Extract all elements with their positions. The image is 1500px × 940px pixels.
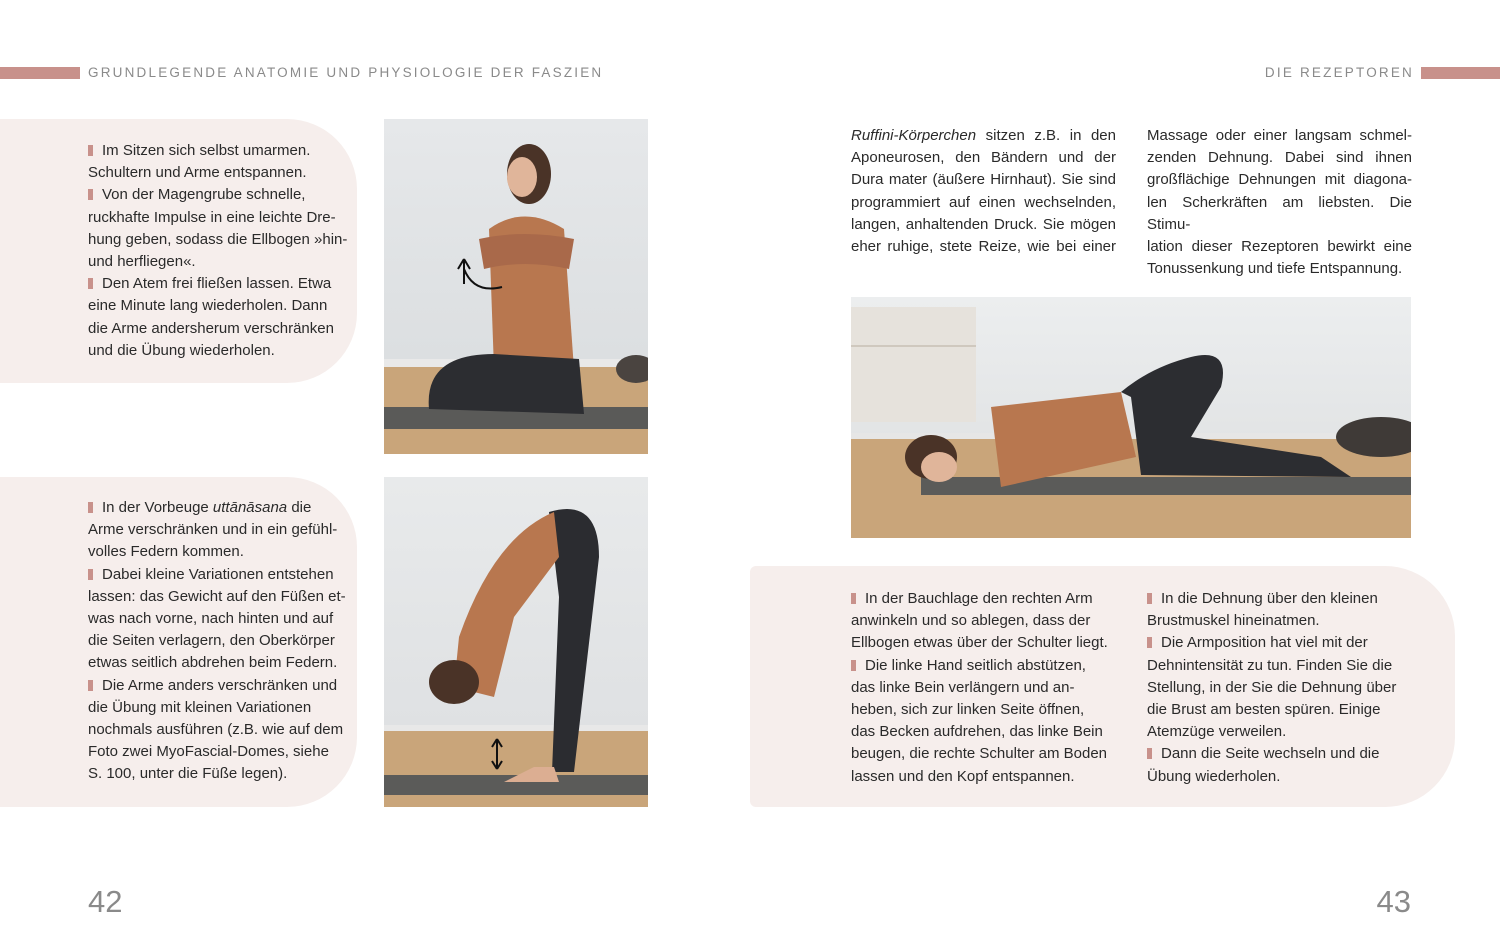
line-text: anwinkeln und so ablegen, dass der — [851, 612, 1091, 630]
line-text: Von der Magengrube schnelle, — [102, 186, 306, 204]
text-block-right-top-col1 — [851, 125, 1116, 258]
text-line — [88, 295, 347, 317]
bullet-line — [1147, 632, 1396, 654]
bullet-marker-icon — [1147, 748, 1152, 759]
text-line — [1147, 236, 1412, 258]
text-line — [1147, 147, 1412, 169]
line-text: S. 100, unter die Füße legen). — [88, 765, 288, 783]
text-line — [88, 519, 346, 541]
line-text: nochmals ausführen (z.B. wie auf dem — [88, 721, 344, 739]
line-text: Dann die Seite wechseln und die — [1161, 745, 1380, 763]
bullet-marker-icon — [88, 145, 93, 156]
text-line — [1147, 610, 1396, 632]
photo-forward-fold — [384, 477, 648, 807]
line-text: zenden Dehnung. Dabei sind ihnen — [1147, 149, 1412, 167]
text-line — [88, 340, 347, 362]
line-text: Den Atem frei fließen lassen. Etwa — [102, 275, 332, 293]
text-line — [851, 677, 1108, 699]
line-text: Übung wiederholen. — [1147, 767, 1281, 785]
text-line — [88, 630, 346, 652]
line-text: In der Bauchlage den rechten Arm — [865, 590, 1093, 607]
text-line — [88, 608, 346, 630]
line-text: Atemzüge verweilen. — [1147, 723, 1287, 741]
text-line — [851, 632, 1108, 654]
line-text: was nach vorne, nach hinten und auf — [88, 610, 334, 628]
text-line — [88, 207, 347, 229]
line-text: die Seiten verlagern, den Oberkörper — [88, 632, 335, 650]
line-text: großflächige Dehnungen mit diagona- — [1147, 171, 1412, 189]
bullet-marker-icon — [88, 502, 93, 513]
text-line — [851, 766, 1108, 788]
line-text: und herfliegen«. — [88, 253, 196, 271]
line-text: eine Minute lang wiederholen. Dann — [88, 297, 328, 315]
line-text: Dehnintensität zu tun. Finden Sie die — [1147, 656, 1393, 674]
line-text: beugen, die rechte Schulter am Boden — [851, 745, 1108, 763]
text-block-right-bottom-col2 — [1147, 588, 1396, 788]
line-text: das Becken aufdrehen, das linke Bein — [851, 723, 1103, 741]
photo-kneeling-self-hug — [384, 119, 648, 454]
text-line — [1147, 258, 1412, 280]
text-line — [88, 541, 346, 563]
text-line — [88, 251, 347, 273]
photo-illustration — [384, 477, 648, 807]
line-text: Die Armposition hat viel mit der — [1161, 634, 1368, 652]
line-text: die — [287, 499, 312, 516]
running-header-left: GRUNDLEGENDE ANATOMIE UND PHYSIOLOGIE DER FASZIEN — [88, 65, 604, 80]
bullet-marker-icon — [851, 593, 856, 604]
text-line — [851, 192, 1116, 214]
line-text: len Scherkräften am liebsten. Die Stimu- — [1147, 193, 1412, 233]
text-line — [1147, 699, 1396, 721]
line-text: die Übung mit kleinen Variationen — [88, 698, 312, 716]
bullet-line — [88, 497, 346, 519]
line-text: hung geben, sodass die Ellbogen »hin- — [88, 230, 348, 248]
line-text: Stellung, in der Sie die Dehnung über — [1147, 678, 1397, 696]
bullet-line — [1147, 588, 1396, 610]
text-line — [88, 741, 346, 763]
line-text: Schultern und Arme entspannen. — [88, 164, 307, 182]
text-line — [1147, 655, 1396, 677]
bullet-marker-icon — [1147, 637, 1152, 648]
text-line — [1147, 677, 1396, 699]
text-line — [851, 743, 1108, 765]
line-text: Tonussenkung und tiefe Entspannung. — [1147, 260, 1403, 278]
bullet-line — [88, 184, 347, 206]
bullet-line — [88, 564, 346, 586]
line-text: Die linke Hand seitlich abstützen, — [865, 656, 1086, 674]
line-text: Die Arme anders verschränken und — [102, 676, 338, 694]
text-line — [851, 214, 1116, 236]
bullet-line — [1147, 743, 1396, 765]
text-block-right-bottom-col1 — [851, 588, 1108, 788]
text-line — [88, 763, 346, 785]
bullet-line — [851, 655, 1108, 677]
header-accent-bar-right — [1421, 67, 1500, 79]
text-line — [1147, 125, 1412, 147]
bullet-line — [88, 140, 347, 162]
text-line — [88, 652, 346, 674]
text-line — [851, 147, 1116, 169]
text-line — [851, 169, 1116, 191]
line-text: In die Dehnung über den kleinen — [1161, 590, 1378, 607]
line-text: lassen: das Gewicht auf den Füßen et- — [88, 587, 346, 605]
text-block-right-top-col2 — [1147, 125, 1412, 280]
photo-illustration — [384, 119, 648, 454]
line-text: die Arme andersherum verschränken — [88, 319, 334, 337]
text-block-left-top — [88, 140, 347, 362]
bullet-line — [851, 588, 1108, 610]
bullet-marker-icon — [88, 680, 93, 691]
text-line — [851, 699, 1108, 721]
text-line — [1147, 192, 1412, 236]
page-number-right: 43 — [1376, 884, 1411, 919]
line-text: sitzen z.B. in den — [976, 127, 1116, 144]
line-text: heben, sich zur linken Seite öffnen, — [851, 701, 1085, 719]
line-text: Dura mater (äußere Hirnhaut). Sie sind — [851, 171, 1116, 189]
line-text: Brustmuskel hineinatmen. — [1147, 612, 1320, 630]
text-line — [851, 721, 1108, 743]
text-line — [1147, 721, 1396, 743]
text-line — [88, 719, 346, 741]
text-line — [851, 125, 1116, 147]
text-line — [1147, 766, 1396, 788]
bullet-line — [88, 273, 347, 295]
line-text: das linke Bein verlängern und an- — [851, 678, 1075, 696]
italic-term: Ruffini-Körperchen — [851, 127, 977, 144]
text-line — [88, 586, 346, 608]
text-line — [88, 697, 346, 719]
italic-term: uttānāsana — [212, 499, 288, 516]
header-accent-bar-left — [0, 67, 80, 79]
line-text: Aponeurosen, den Bändern und der — [851, 149, 1116, 167]
line-text: Im Sitzen sich selbst umarmen. — [102, 142, 311, 159]
bullet-marker-icon — [88, 189, 93, 200]
bullet-marker-icon — [851, 660, 856, 671]
text-block-left-bottom — [88, 497, 346, 786]
bullet-marker-icon — [1147, 593, 1152, 604]
line-text: Foto zwei MyoFascial-Domes, siehe — [88, 743, 329, 761]
line-text: Dabei kleine Variationen entstehen — [102, 565, 334, 583]
bullet-marker-icon — [88, 569, 93, 580]
line-text: volles Federn kommen. — [88, 543, 244, 561]
line-text: eher ruhige, stete Reize, wie bei einer — [851, 238, 1116, 256]
line-text: die Brust am besten spüren. Einige — [1147, 701, 1381, 719]
line-text: und die Übung wiederholen. — [88, 341, 275, 359]
page-number-left: 42 — [88, 884, 123, 919]
photo-illustration — [851, 297, 1411, 538]
line-text: langen, anhaltenden Druck. Sie mögen — [851, 215, 1116, 233]
text-line — [851, 610, 1108, 632]
line-text: In der Vorbeuge — [102, 499, 213, 516]
line-text: lation dieser Rezeptoren bewirkt eine — [1147, 238, 1412, 256]
line-text: Ellbogen etwas über der Schulter liegt. — [851, 634, 1108, 652]
line-text: Arme verschränken und in ein gefühl- — [88, 521, 338, 539]
line-text: etwas seitlich abdrehen beim Federn. — [88, 654, 338, 672]
photo-prone-chest-stretch — [851, 297, 1411, 538]
line-text: Massage oder einer langsam schmel- — [1147, 127, 1412, 144]
text-line — [88, 318, 347, 340]
line-text: ruckhafte Impulse in eine leichte Dre- — [88, 208, 336, 226]
line-text: lassen und den Kopf entspannen. — [851, 767, 1075, 785]
text-line — [1147, 169, 1412, 191]
running-header-right: DIE REZEPTOREN — [1264, 65, 1414, 80]
line-text: programmiert auf einen wechselnden, — [851, 193, 1116, 211]
text-line — [851, 236, 1116, 258]
bullet-marker-icon — [88, 278, 93, 289]
text-line — [88, 162, 347, 184]
bullet-line — [88, 675, 346, 697]
text-line — [88, 229, 347, 251]
